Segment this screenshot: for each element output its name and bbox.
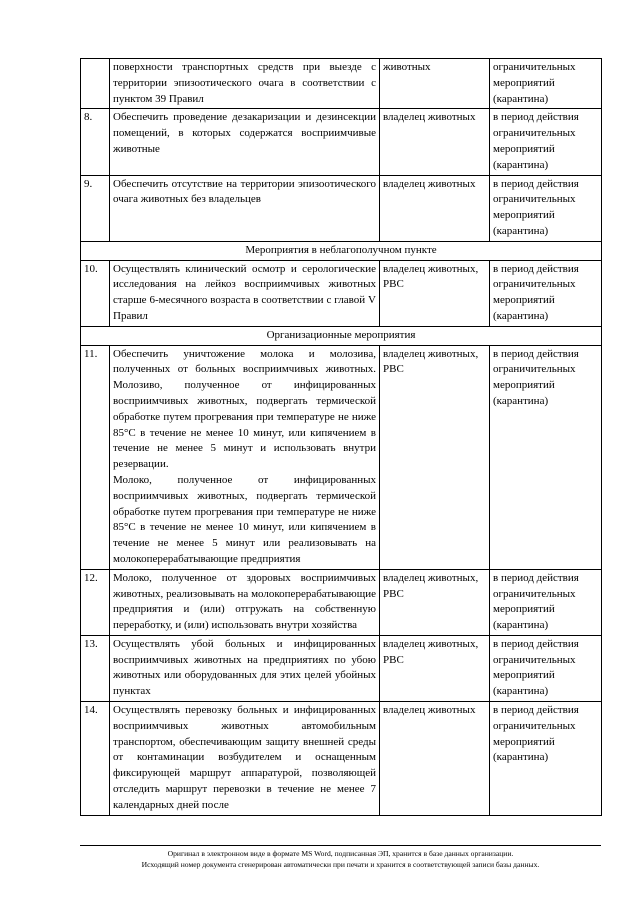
measure-paragraph: Осуществлять убой больных и инфицированных восприимчивых животных на предприятиях по убою животных или оборудованных для этих целей убойных пунктах [113, 637, 376, 698]
item-number: 10. [81, 260, 110, 326]
item-number: 9. [81, 175, 110, 241]
section-header-row [81, 241, 602, 260]
measure-description [110, 175, 380, 241]
measure-description [110, 109, 380, 175]
responsible-party: владелец животных, РВС [380, 345, 490, 569]
measures-table [80, 58, 602, 816]
timing: в период действия ограничительных мероприятий (карантина) [490, 109, 602, 175]
table-row [81, 59, 602, 109]
table-row [81, 175, 602, 241]
footer-line-1: Оригинал в электронном виде в формате MS Word, подписанная ЭП, хранится в базе данных организации. [167, 849, 514, 858]
page-footer [80, 845, 601, 870]
responsible-party: владелец животных [380, 109, 490, 175]
measure-paragraph: Обеспечить проведение дезакаризации и дезинсекции помещений, в которых содержатся восприимчивые животные [113, 111, 376, 155]
measure-paragraph: Молоко, полученное от здоровых восприимчивых животных, реализовывать на молокоперерабатывающие предприятия и (или) отгружать на собственную переработку, и (или) использовать внутри хозяйства [113, 571, 376, 632]
item-number: 11. [81, 345, 110, 569]
table-row [81, 635, 602, 701]
measure-paragraph: Обеспечить отсутствие на территории эпизоотического очага животных без владельцев [113, 177, 376, 206]
responsible-party: животных [380, 59, 490, 109]
measure-paragraph: поверхности транспортных средств при выезде с территории эпизоотического очага в соответствии с пунктом 39 Правил [113, 61, 376, 105]
measure-paragraph: Обеспечить уничтожение молока и молозива, полученных от больных восприимчивых животных. Молозиво, полученное от инфицированных восприимчивых животных, подвергать термической обработке путем прогревания при температуре не ниже 85°С в течение не менее 10 минут, или кипячением в течение не менее 5 минут и использовать внутри резервации. [113, 347, 376, 471]
measure-description [110, 260, 380, 326]
document-page [80, 58, 601, 816]
section-title: Организационные мероприятия [81, 326, 602, 345]
timing: в период действия ограничительных мероприятий (карантина) [490, 260, 602, 326]
measure-description [110, 569, 380, 635]
item-number: 12. [81, 569, 110, 635]
timing: в период действия ограничительных мероприятий (карантина) [490, 635, 602, 701]
measure-description [110, 702, 380, 816]
footer-line-2: Исходящий номер документа сгенерирован автоматически при печати и хранится в соответствующей записи базы данных. [141, 860, 540, 869]
responsible-party: владелец животных, РВС [380, 569, 490, 635]
measures-table-body [81, 59, 602, 816]
item-number [81, 59, 110, 109]
measure-paragraph: Осуществлять перевозку больных и инфицированных восприимчивых животных автомобильным транспортом, обеспечивающим защиту внешней среды от контаминации возбудителем и оснащенным фиксирующей маршрут аппаратурой, позволяющей отследить маршрут перевозки в течение не менее 7 календарных дней после [113, 704, 376, 811]
item-number: 13. [81, 635, 110, 701]
responsible-party: владелец животных [380, 175, 490, 241]
item-number: 8. [81, 109, 110, 175]
section-header-row [81, 326, 602, 345]
responsible-party: владелец животных, РВС [380, 635, 490, 701]
table-row [81, 345, 602, 569]
table-row [81, 702, 602, 816]
measure-paragraph: Молоко, полученное от инфицированных восприимчивых животных, подвергать термической обработке путем прогревания при температуре не ниже 85°С в течение не менее 10 минут, или кипячением в течение не менее 5 минут или реализовывать на молокоперерабатывающие предприятия [113, 473, 376, 565]
measure-description [110, 635, 380, 701]
section-title: Мероприятия в неблагополучном пункте [81, 241, 602, 260]
responsible-party: владелец животных [380, 702, 490, 816]
table-row [81, 569, 602, 635]
responsible-party: владелец животных, РВС [380, 260, 490, 326]
timing: в период действия ограничительных мероприятий (карантина) [490, 569, 602, 635]
table-row [81, 109, 602, 175]
measure-paragraph: Осуществлять клинический осмотр и серологические исследования на лейкоз восприимчивых животных старше 6-месячного возраста в соответствии с главой V Правил [113, 262, 376, 322]
timing: ограничительных мероприятий (карантина) [490, 59, 602, 109]
measure-description [110, 59, 380, 109]
timing: в период действия ограничительных мероприятий (карантина) [490, 175, 602, 241]
item-number: 14. [81, 702, 110, 816]
measure-description [110, 345, 380, 569]
timing: в период действия ограничительных мероприятий (карантина) [490, 345, 602, 569]
timing: в период действия ограничительных мероприятий (карантина) [490, 702, 602, 816]
table-row [81, 260, 602, 326]
